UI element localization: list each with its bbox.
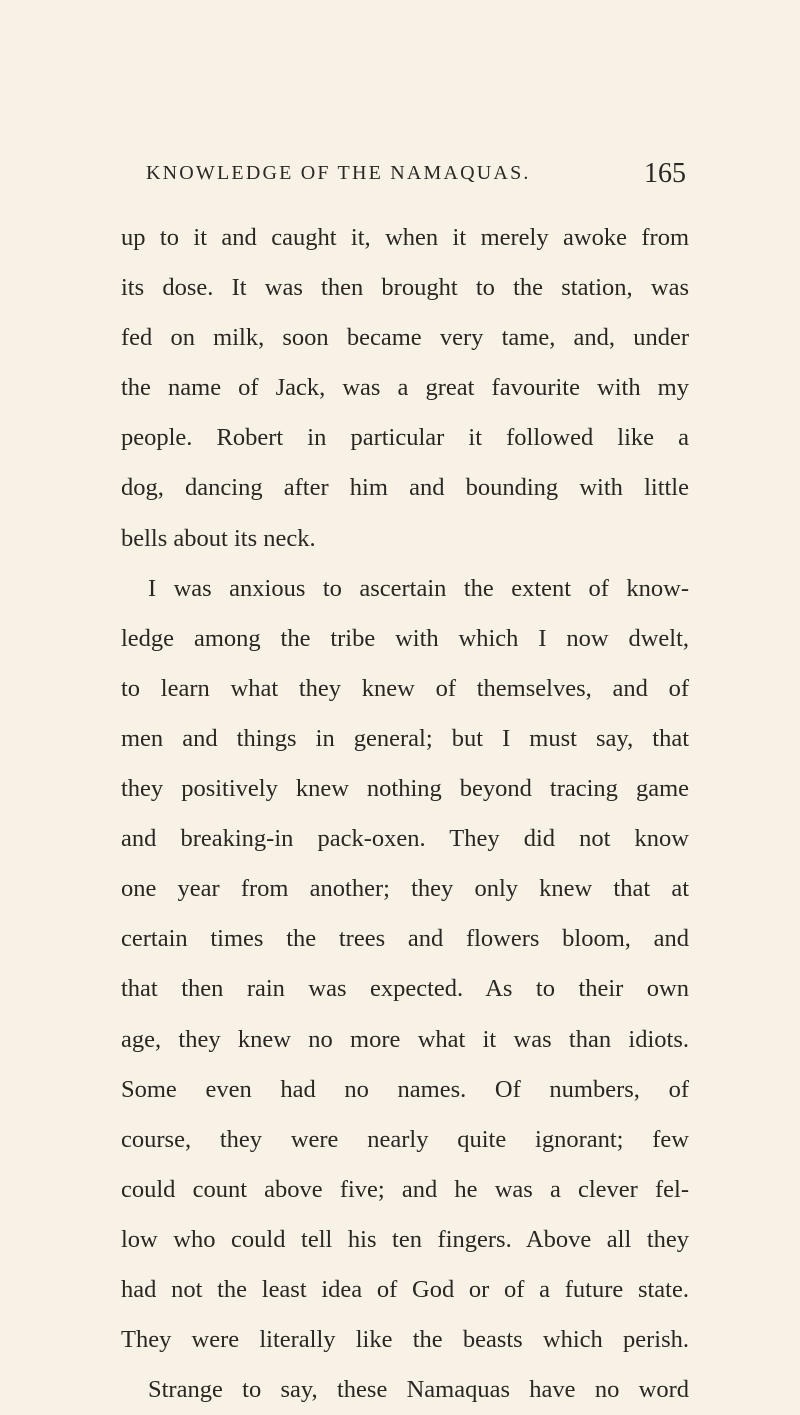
text-line: course, they were nearly quite ignorant; few (121, 1125, 689, 1153)
text-line: to learn what they knew of themselves, and of (121, 674, 689, 702)
text-line: up to it and caught it, when it merely awoke from (121, 224, 689, 251)
page-number: 165 (644, 158, 686, 189)
text-line: people. Robert in particular it followed like a (121, 424, 689, 452)
text-line: dog, dancing after him and bounding with little (121, 474, 689, 502)
text-line: certain times the trees and flowers bloom, and (121, 925, 689, 953)
text-line: had not the least idea of God or of a future state. (121, 1275, 689, 1303)
text-line: fed on milk, soon became very tame, and, under (121, 324, 689, 352)
text-line: Some even had no names. Of numbers, of (121, 1075, 689, 1103)
text-line: that then rain was expected. As to their own (121, 975, 689, 1003)
text-line: Strange to say, these Namaquas have no word (148, 1376, 689, 1404)
running-head (146, 158, 686, 192)
text-line: They were literally like the beasts which perish. (121, 1326, 689, 1354)
text-line: its dose. It was then brought to the station, was (121, 274, 689, 302)
text-line: ledge among the tribe with which I now dwelt, (121, 624, 689, 652)
text-line: and breaking-in pack-oxen. They did not know (121, 825, 689, 853)
text-line: the name of Jack, was a great favourite with my (121, 374, 689, 402)
text-line-paragraph-end: bells about its neck. (121, 524, 316, 552)
body-text (121, 213, 689, 1415)
text-line: could count above five; and he was a clever fel- (121, 1175, 689, 1203)
text-line: they positively knew nothing beyond tracing game (121, 775, 689, 803)
text-line-paragraph-start: I was anxious to ascertain the extent of know- (148, 574, 689, 602)
running-title: KNOWLEDGE OF THE NAMAQUAS. (146, 162, 531, 184)
text-line: one year from another; they only knew that at (121, 875, 689, 903)
text-line: age, they knew no more what it was than idiots. (121, 1025, 689, 1053)
text-line: low who could tell his ten fingers. Above all they (121, 1225, 689, 1253)
text-line: men and things in general; but I must say, that (121, 724, 689, 752)
